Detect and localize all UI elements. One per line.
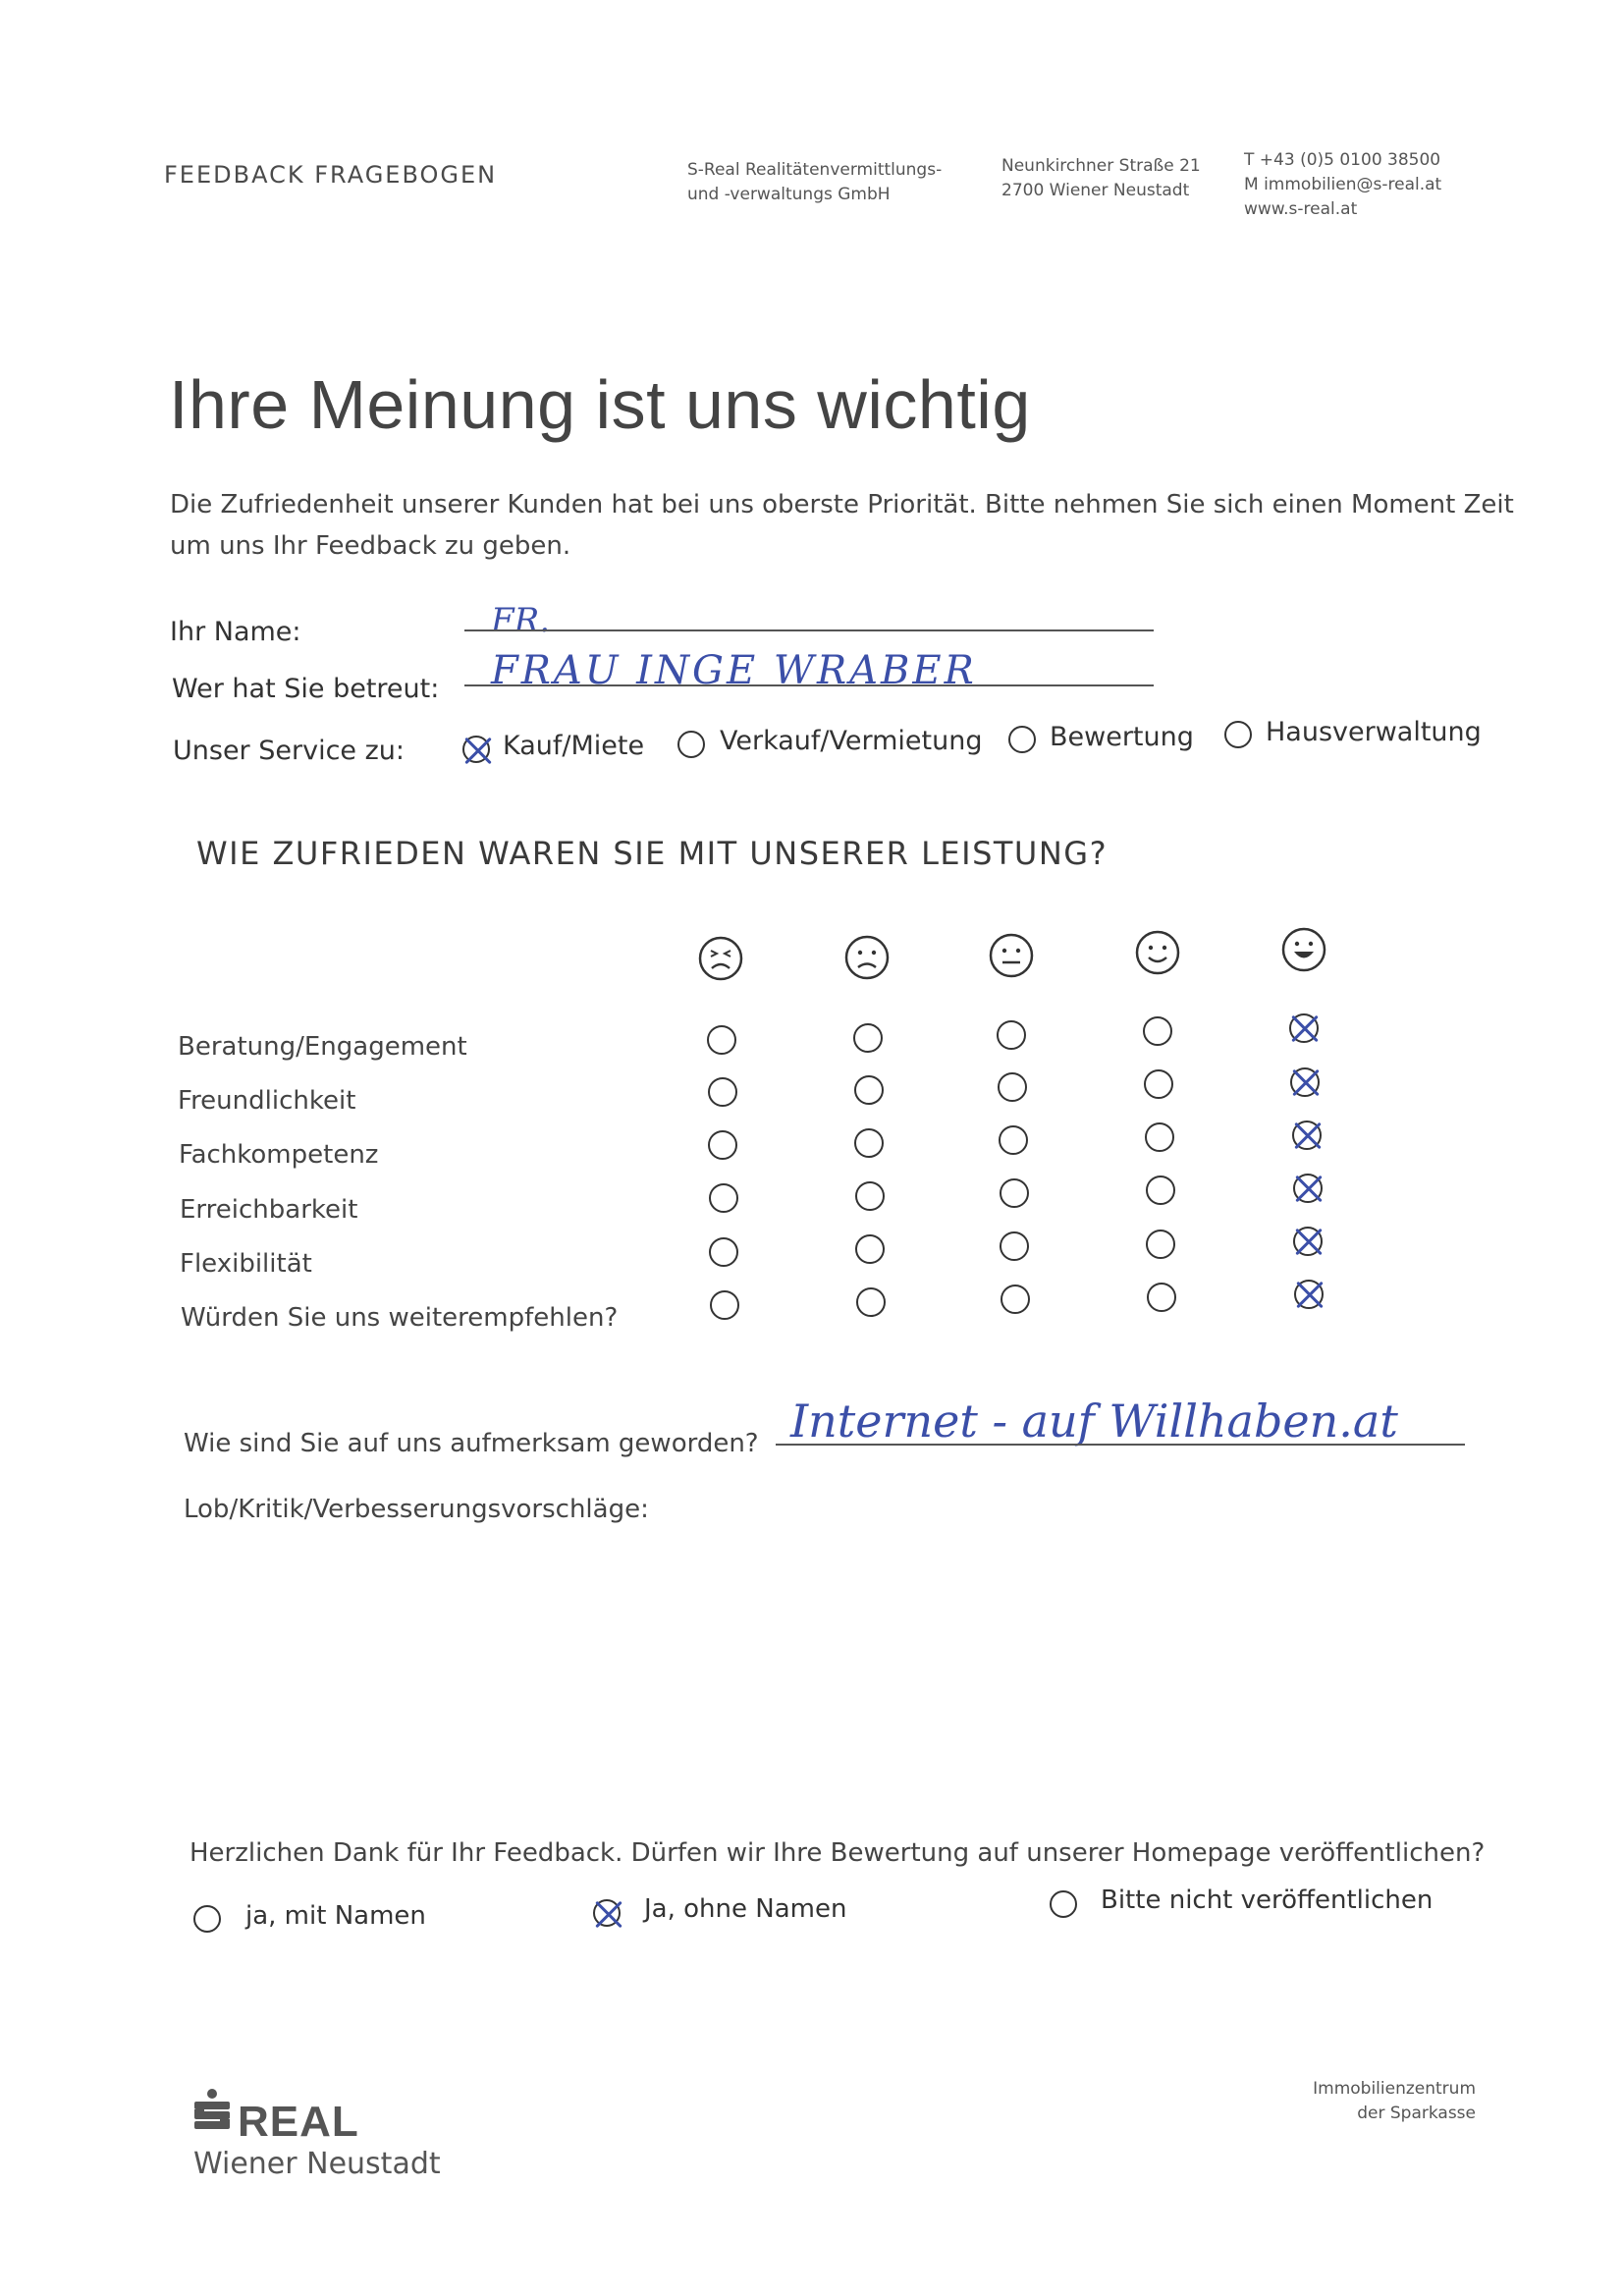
- publish-no-radio[interactable]: [1050, 1890, 1077, 1918]
- service-option-kauf-label: Kauf/Miete: [503, 731, 645, 761]
- rating-option-5[interactable]: [1292, 1121, 1322, 1150]
- service-option-verkauf-radio[interactable]: [677, 731, 705, 758]
- rating-option-5[interactable]: [1293, 1227, 1323, 1256]
- name-field[interactable]: FR.: [491, 601, 550, 640]
- footer-tagline: [1313, 2077, 1476, 2126]
- service-option-hausverwaltung-radio[interactable]: [1224, 721, 1252, 748]
- rating-option-1[interactable]: [709, 1237, 738, 1267]
- form-type-title: FEEDBACK FRAGEBOGEN: [164, 161, 498, 189]
- rating-row-label: Erreichbarkeit: [180, 1195, 358, 1225]
- email-line: M immobilien@s-real.at: [1244, 175, 1442, 194]
- name-label: Ihr Name:: [170, 617, 301, 647]
- rating-option-1[interactable]: [707, 1025, 736, 1055]
- unhappy-face-icon: [844, 935, 890, 980]
- rating-option-4[interactable]: [1146, 1230, 1175, 1259]
- rating-heading: WIE ZUFRIEDEN WAREN SIE MIT UNSERER LEISTUNG?: [196, 835, 1109, 872]
- service-option-bewertung-label: Bewertung: [1050, 722, 1194, 752]
- neutral-face-icon: [989, 933, 1034, 978]
- publish-without-name-label: Ja, ohne Namen: [644, 1894, 847, 1924]
- intro-text: [170, 481, 1514, 570]
- address-line: 2700 Wiener Neustadt: [1001, 181, 1190, 200]
- intro-line: Die Zufriedenheit unserer Kunden hat bei uns oberste Priorität. Bitte nehmen Sie sich einen Moment Zeit: [170, 490, 1514, 519]
- rating-option-5[interactable]: [1293, 1174, 1323, 1203]
- rating-option-3[interactable]: [1000, 1178, 1029, 1208]
- rating-option-1[interactable]: [709, 1183, 738, 1213]
- rating-option-4[interactable]: [1147, 1283, 1176, 1312]
- company-contact: [1244, 148, 1441, 222]
- rating-option-2[interactable]: [855, 1234, 885, 1264]
- rating-option-2[interactable]: [856, 1287, 886, 1317]
- name-underline: [464, 629, 1154, 631]
- footer-tagline-line: Immobilienzentrum: [1313, 2079, 1476, 2099]
- rating-row-label: Beratung/Engagement: [178, 1032, 467, 1062]
- rating-option-4[interactable]: [1146, 1175, 1175, 1205]
- service-option-hausverwaltung-label: Hausverwaltung: [1266, 717, 1482, 747]
- advisor-label: Wer hat Sie betreut:: [172, 674, 440, 704]
- company-line: S-Real Realitätenvermittlungs-: [687, 160, 943, 180]
- rating-option-1[interactable]: [708, 1130, 737, 1160]
- publish-no-label: Bitte nicht veröffentlichen: [1101, 1886, 1434, 1915]
- rating-option-3[interactable]: [1000, 1231, 1029, 1261]
- rating-row-label: Fachkompetenz: [179, 1140, 379, 1170]
- rating-option-1[interactable]: [708, 1077, 737, 1107]
- company-name: [687, 158, 942, 207]
- publish-with-name-radio[interactable]: [193, 1905, 221, 1933]
- source-label: Wie sind Sie auf uns aufmerksam geworden?: [184, 1429, 759, 1458]
- very-happy-face-icon: [1281, 927, 1326, 972]
- source-underline: [776, 1444, 1465, 1446]
- rating-row-label: Würden Sie uns weiterempfehlen?: [181, 1303, 619, 1333]
- address-line: Neunkirchner Straße 21: [1001, 156, 1201, 176]
- service-option-kauf-radio[interactable]: [462, 736, 490, 763]
- source-field[interactable]: Internet - auf Willhaben.at: [790, 1394, 1398, 1448]
- rating-option-1[interactable]: [710, 1290, 739, 1320]
- publish-without-name-radio[interactable]: [593, 1899, 621, 1927]
- company-address: [1001, 154, 1201, 203]
- rating-option-3[interactable]: [997, 1020, 1026, 1050]
- rating-option-4[interactable]: [1145, 1122, 1174, 1152]
- publish-with-name-label: ja, mit Namen: [245, 1901, 426, 1931]
- rating-row-label: Flexibilität: [180, 1249, 312, 1279]
- rating-option-3[interactable]: [1001, 1285, 1030, 1314]
- page-headline: Ihre Meinung ist uns wichtig: [169, 366, 1031, 443]
- rating-option-3[interactable]: [998, 1072, 1027, 1102]
- rating-option-4[interactable]: [1144, 1069, 1173, 1099]
- advisor-underline: [464, 684, 1154, 686]
- advisor-field[interactable]: FRAU INGE WRABER: [491, 648, 977, 693]
- rating-option-2[interactable]: [853, 1023, 883, 1053]
- phone-line: T +43 (0)5 0100 38500: [1244, 150, 1441, 170]
- rating-option-5[interactable]: [1289, 1013, 1319, 1043]
- company-line: und -verwaltungs GmbH: [687, 185, 891, 204]
- very-unhappy-face-icon: [698, 936, 743, 981]
- rating-option-2[interactable]: [854, 1075, 884, 1105]
- rating-option-5[interactable]: [1294, 1280, 1324, 1309]
- intro-line: um uns Ihr Feedback zu geben.: [170, 531, 571, 561]
- publish-question: Herzlichen Dank für Ihr Feedback. Dürfen wir Ihre Bewertung auf unserer Homepage veröffentlichen?: [189, 1838, 1486, 1868]
- logo-city: Wiener Neustadt: [193, 2147, 441, 2181]
- rating-option-5[interactable]: [1290, 1067, 1320, 1097]
- rating-option-4[interactable]: [1143, 1016, 1172, 1046]
- service-label: Unser Service zu:: [173, 736, 405, 766]
- comments-label: Lob/Kritik/Verbesserungsvorschläge:: [184, 1495, 649, 1524]
- rating-row-label: Freundlichkeit: [178, 1086, 356, 1116]
- footer-tagline-line: der Sparkasse: [1357, 2104, 1476, 2123]
- rating-option-3[interactable]: [999, 1125, 1028, 1155]
- sparkasse-logo-icon: [192, 2088, 232, 2143]
- rating-option-2[interactable]: [855, 1181, 885, 1211]
- comments-field[interactable]: [687, 1495, 1453, 1740]
- service-option-bewertung-radio[interactable]: [1008, 726, 1036, 753]
- logo-wordmark: REAL: [238, 2098, 359, 2146]
- rating-option-2[interactable]: [854, 1128, 884, 1158]
- happy-face-icon: [1135, 930, 1180, 975]
- service-option-verkauf-label: Verkauf/Vermietung: [720, 726, 983, 756]
- website-line: www.s-real.at: [1244, 199, 1358, 219]
